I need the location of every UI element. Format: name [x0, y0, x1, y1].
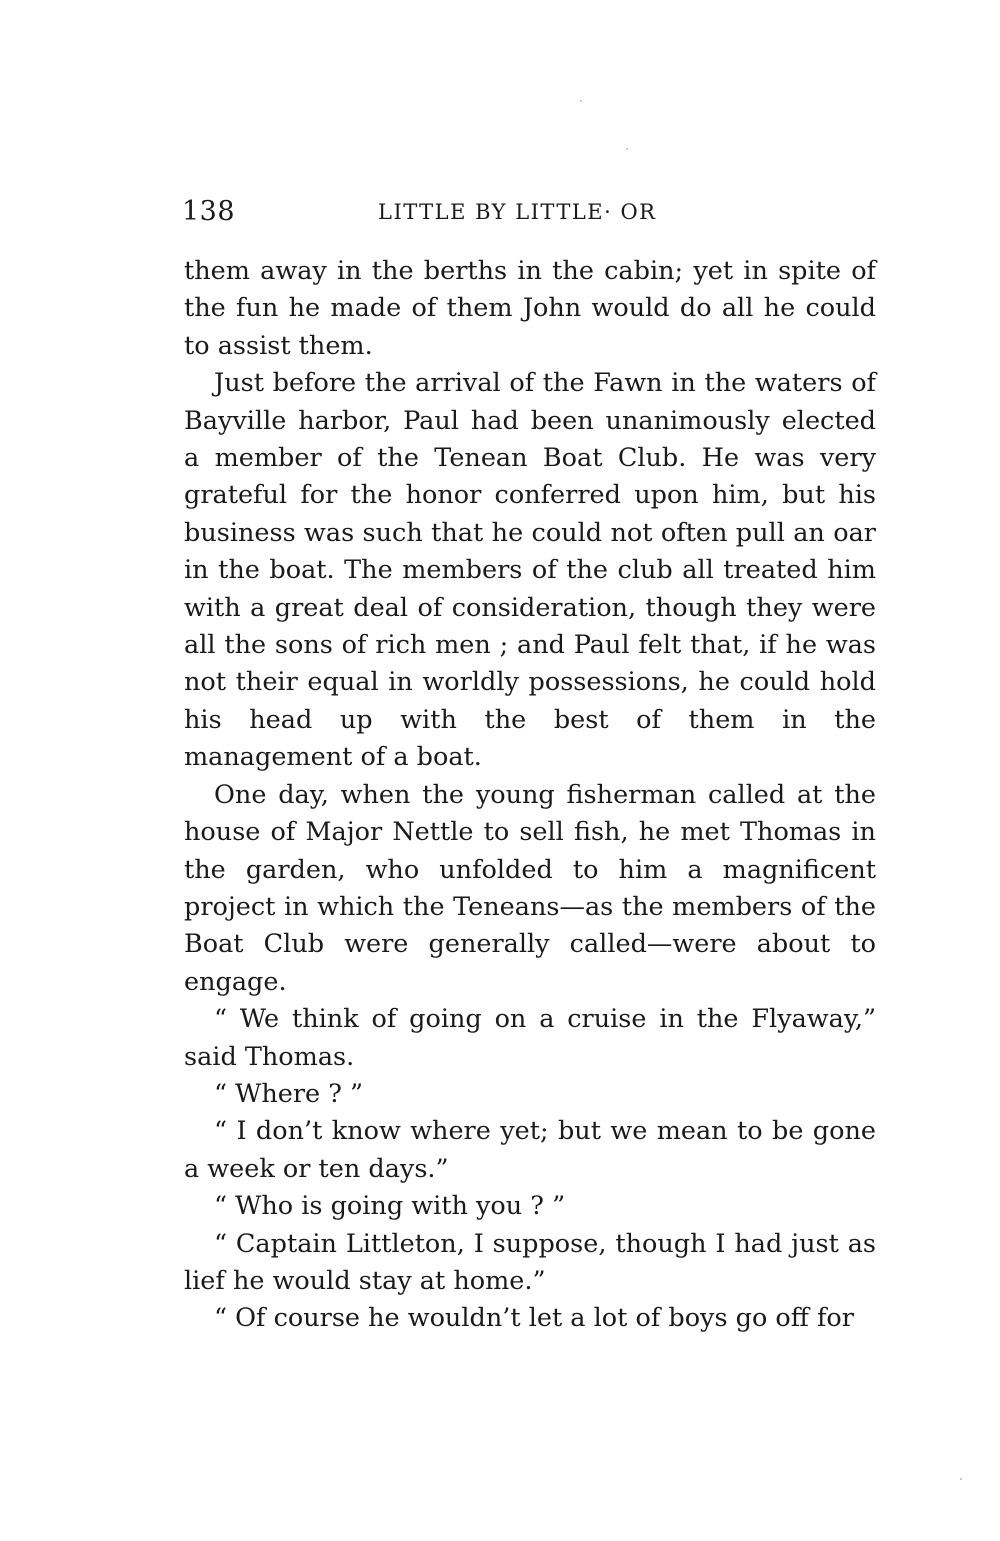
page-number: 138	[182, 196, 236, 227]
paragraph: “ I don’t know where yet; but we mean to be gone a week or ten days.”	[184, 1116, 876, 1184]
paragraph: “ Captain Littleton, I suppose, though I had just as lief he would stay at home.”	[184, 1228, 876, 1296]
paragraph: “ Of course he wouldn’t let a lot of boys go off for	[214, 1303, 854, 1334]
paragraph: them away in the berths in the cabin; yet in spite of the fun he made of them John would do all he could to assist them.	[184, 256, 876, 361]
paragraph: “ Where ? ”	[214, 1078, 364, 1109]
running-title: LITTLE BY LITTLE· OR	[378, 200, 657, 224]
paper-speck	[960, 1478, 962, 1480]
body-text	[184, 253, 876, 1338]
paragraph: Just before the arrival of the Fawn in the waters of Bayville harbor, Paul had been unanimously elected a member of the Tenean Boat Club. He was very grateful for the honor conferred upon him, but his business was such that he could not often pull an oar in the boat. The members of the club all treated him with a great deal of consideration, though they were all the sons of rich men ; and Paul felt that, if he was not their equal in worldly possessions, he could hold his head up with the best of them in the management of a boat.	[184, 368, 876, 773]
paragraph: “ Who is going with you ? ”	[214, 1191, 566, 1222]
paper-speck	[580, 100, 582, 102]
paper-speck	[626, 148, 628, 150]
paragraph: “ We think of going on a cruise in the Flyaway,” said Thomas.	[184, 1004, 876, 1072]
paragraph: One day, when the young fisherman called at the house of Major Nettle to sell fish, he met Thomas in the garden, who unfolded to him a magnificent project in which the Teneans—as the members of the Boat Club were generally called—were about to engage.	[184, 779, 876, 997]
page-header	[182, 196, 882, 236]
